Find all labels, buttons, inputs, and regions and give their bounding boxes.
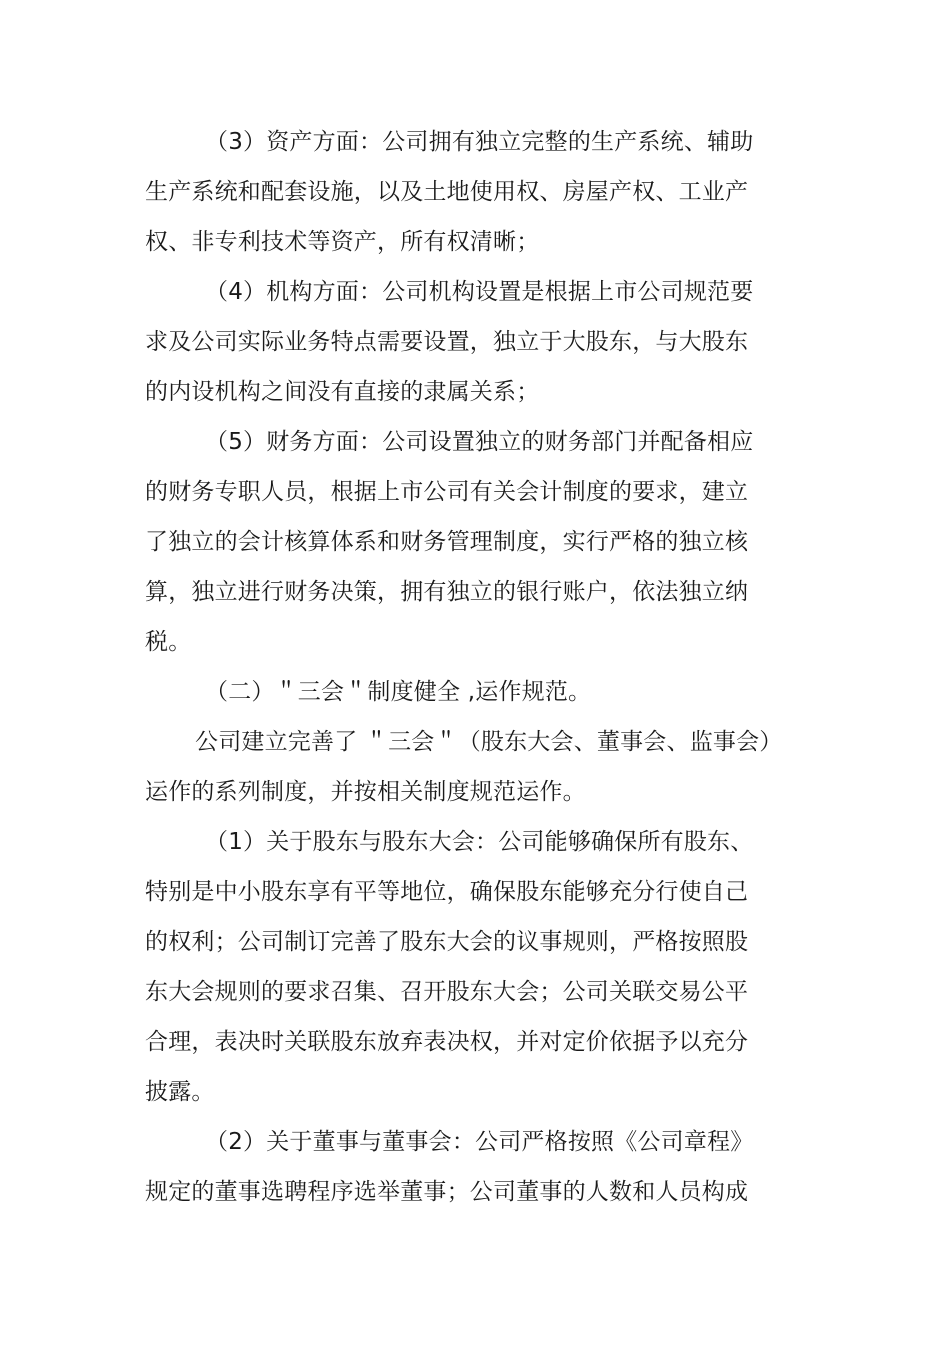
text-line: 求及公司实际业务特点需要设置，独立于大股东，与大股东 [145,329,749,355]
text-line: 特别是中小股东享有平等地位，确保股东能够充分行使自己 [145,879,749,905]
section-heading: （二）＂三会＂制度健全 ,运作规范。 [205,679,592,705]
text-line: （5）财务方面：公司设置独立的财务部门并配备相应 [205,429,754,455]
text-line: （3）资产方面：公司拥有独立完整的生产系统、辅助 [205,129,754,155]
text-line: 披露。 [145,1079,215,1105]
text-line: 了独立的会计核算体系和财务管理制度，实行严格的独立核 [145,529,749,555]
text-line: 的权利；公司制订完善了股东大会的议事规则，严格按照股 [145,929,749,955]
text-line: 合理，表决时关联股东放弃表决权，并对定价依据予以充分 [145,1029,749,1055]
text-line: 运作的系列制度，并按相关制度规范运作。 [145,779,586,805]
text-line: 生产系统和配套设施，以及土地使用权、房屋产权、工业产 [145,179,749,205]
text-line: （4）机构方面：公司机构设置是根据上市公司规范要 [205,279,754,305]
text-line: 东大会规则的要求召集、召开股东大会；公司关联交易公平 [145,979,749,1005]
text-line: （1）关于股东与股东大会：公司能够确保所有股东、 [205,829,754,855]
text-line: 规定的董事选聘程序选举董事；公司董事的人数和人员构成 [145,1179,749,1205]
text-line: 的内设机构之间没有直接的隶属关系； [145,379,540,405]
text-line: 的财务专职人员，根据上市公司有关会计制度的要求，建立 [145,479,749,505]
text-line: 权、非专利技术等资产，所有权清晰； [145,229,540,255]
text-line: 算，独立进行财务决策，拥有独立的银行账户，依法独立纳 [145,579,749,605]
text-line: 公司建立完善了 ＂三会＂（股东大会、董事会、监事会） [195,729,783,755]
text-line: 税。 [145,629,192,655]
text-line: （2）关于董事与董事会：公司严格按照《公司章程》 [205,1129,754,1155]
